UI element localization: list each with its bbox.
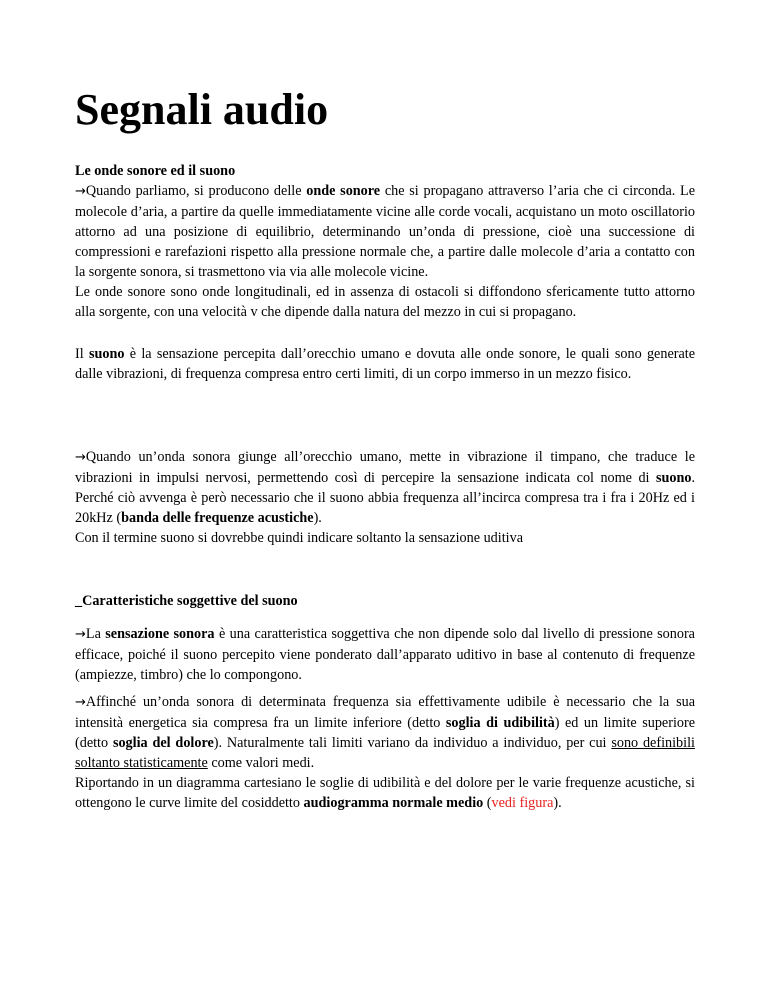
bold-term: audiogramma normale medio xyxy=(303,795,484,811)
arrow-icon: → xyxy=(75,695,86,710)
text-run: è la sensazione percepita dall’orecchio umano e dovuta alle onde sonore, le quali sono generate dalle vibrazioni, di frequenza compresa entro certi limiti, di un corpo immerso in un mezzo fisico. xyxy=(75,346,696,382)
paragraph xyxy=(75,624,695,685)
text-run: . Perché ciò avvenga è però necessario che il suono abbia frequenza all’incirca compresa tra i fra i 20Hz ed i 20kHz ( xyxy=(75,470,695,526)
text-run: ). xyxy=(553,795,562,811)
underlined-text: sono definibili soltanto statisticamente xyxy=(75,735,695,771)
paragraph xyxy=(75,447,695,528)
text-run: come valori medi. xyxy=(207,755,315,771)
paragraph xyxy=(75,181,695,282)
section-heading: _Caratteristiche soggettive del suono xyxy=(75,593,298,609)
section-caratteristiche xyxy=(75,591,695,611)
text-run: Quando parliamo, si producono delle xyxy=(85,183,307,199)
section-onde-sonore xyxy=(75,161,695,322)
text-run: Quando un’onda sonora giunge all’orecchio umano, mette in vibrazione il timpano, che traduce le vibrazioni in impulsi nervosi, permettendo così di percepire la sensazione indicata col nome di xyxy=(75,449,695,486)
bold-term: suono xyxy=(88,346,125,362)
section-heading: Le onde sonore ed il suono xyxy=(75,163,236,179)
text-run: che si propagano attraverso l’aria che ci circonda. Le molecole d’aria, a partire da quelle immediatamente vicine alle corde vocali, acquistano un moto oscillatorio attorno ad una posizione di equilibrio, determinando un’onda di pressione, cioè una successione di compressioni e rarefazioni rispetto alla pressione normale che, a partire dalle molecole d’aria a contatto con la sorgente sonora, si trasmettono via via alle molecole vicine. xyxy=(75,183,695,280)
paragraph xyxy=(75,692,695,773)
arrow-icon: → xyxy=(75,627,86,642)
bold-term: soglia di udibilità xyxy=(445,715,555,731)
text-run: ) ed un limite superiore (detto xyxy=(75,715,695,751)
arrow-icon: → xyxy=(75,450,86,465)
text-run: Riportando in un diagramma cartesiano le soglie di udibilità e del dolore per le varie frequenze acustiche, si ottengono le curve limite del cosiddetto xyxy=(75,775,695,811)
text-run: Il xyxy=(75,346,89,362)
bold-term: soglia del dolore xyxy=(112,735,214,751)
bold-term: onde sonore xyxy=(306,183,381,199)
figure-reference-link[interactable]: vedi figura xyxy=(491,795,554,811)
section-suono-definizione xyxy=(75,344,695,384)
text-run: ). xyxy=(313,510,322,526)
paragraph xyxy=(75,344,695,384)
section-sensazione-sonora xyxy=(75,624,695,685)
text-run: Affinché un’onda sonora di determinata frequenza sia effettivamente udibile è necessario che la sua intensità energetica sia compresa fra un limite inferiore (detto xyxy=(75,694,695,731)
text-run: ( xyxy=(483,795,492,811)
section-soglie xyxy=(75,692,695,813)
text-run: ). Naturalmente tali limiti variano da individuo a individuo, per cui xyxy=(213,735,612,751)
text-run: La xyxy=(85,626,106,642)
section-percezione xyxy=(75,447,695,548)
bold-term: sensazione sonora xyxy=(105,626,215,642)
arrow-icon: → xyxy=(75,184,86,199)
paragraph: Le onde sonore sono onde longitudinali, ed in assenza di ostacoli si diffondono sfericamente tutto attorno alla sorgente, con una velocità v che dipende dalla natura del mezzo in cui si propagano. xyxy=(75,284,695,320)
bold-term: suono xyxy=(655,470,692,486)
bold-term: banda delle frequenze acustiche xyxy=(121,510,314,526)
page-title: Segnali audio xyxy=(75,85,329,134)
text-run: è una caratteristica soggettiva che non dipende solo dal livello di pressione sonora efficace, poiché il suono percepito viene ponderato dall’apparato uditivo in base al contenuto di frequenze (ampiezze, timbro) che lo compongono. xyxy=(75,626,695,683)
paragraph xyxy=(75,773,695,813)
paragraph: Con il termine suono si dovrebbe quindi indicare soltanto la sensazione uditiva xyxy=(75,530,523,546)
